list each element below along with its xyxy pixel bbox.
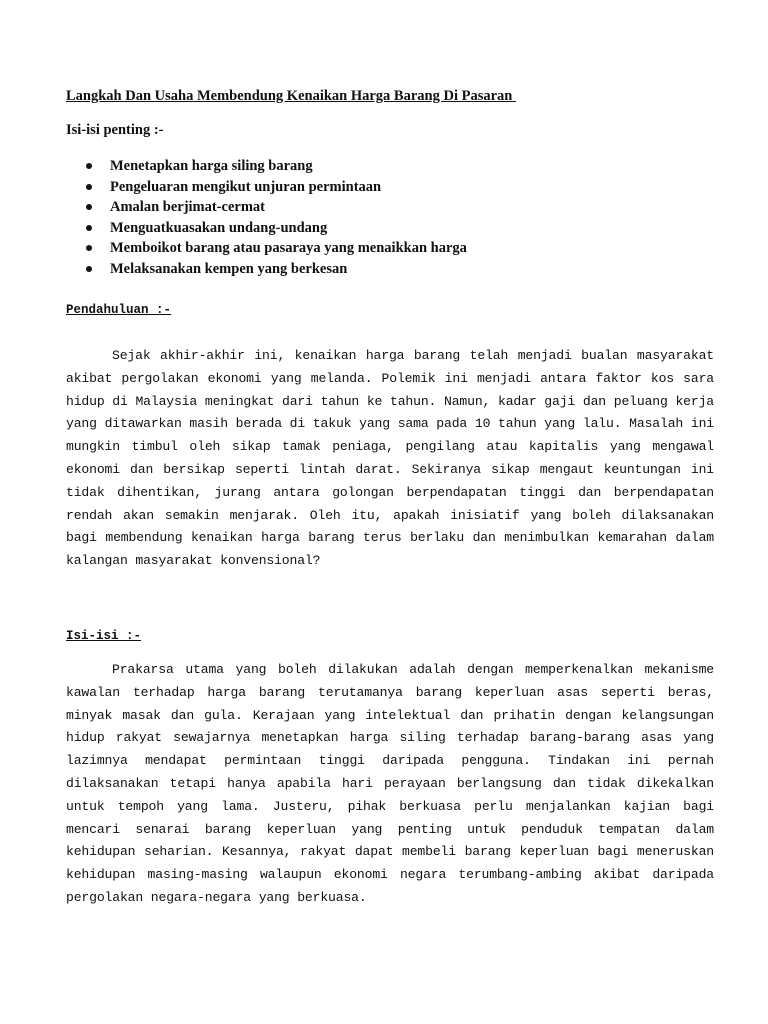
bullet-icon: [86, 204, 92, 210]
bullet-icon: [86, 184, 92, 190]
list-item: [82, 156, 467, 177]
list-item-text: Menetapkan harga siling barang: [110, 158, 313, 174]
bullet-icon: [86, 245, 92, 251]
list-item: [82, 259, 467, 280]
bullet-icon: [86, 225, 92, 231]
list-item: [82, 238, 467, 259]
list-item: [82, 177, 467, 198]
body-paragraph: Prakarsa utama yang boleh dilakukan adalah dengan memperkenalkan mekanisme kawalan terhadap harga barang terutamanya barang keperluan asas seperti beras, minyak masak dan gula. Kerajaan yang intelektual dan prihatin dengan kelangsungan hidup rakyat sewajarnya menetapkan harga siling terhadap barang-barang asas yang lazimnya mendapat permintaan tinggi daripada pengguna. Tindakan ini pernah dilaksanakan tetapi hanya apabila hari perayaan berlangsung dan tidak dikekalkan untuk tempoh yang lama. Justeru, pihak berkuasa perlu menjalankan kajian bagi mencari senarai barang keperluan yang penting untuk penduduk tempatan dalam kehidupan seharian. Kesannya, rakyat dapat membeli barang keperluan bagi meneruskan kehidupan masing-masing walaupun ekonomi negara terumbang-ambing akibat daripada pergolakan negara-negara yang berkuasa.: [66, 662, 714, 905]
list-item-text: Memboikot barang atau pasaraya yang menaikkan harga: [110, 240, 467, 257]
key-points-list: [82, 156, 467, 280]
list-item-text: Melaksanakan kempen yang berkesan: [110, 260, 348, 277]
bullet-icon: [86, 266, 92, 272]
list-item: [82, 218, 467, 239]
list-item: [82, 197, 467, 218]
key-points-heading: Isi-isi penting :-: [66, 122, 164, 138]
list-item-text: Pengeluaran mengikut unjuran permintaan: [110, 178, 382, 195]
body-heading: Isi-isi :-: [66, 629, 142, 643]
list-item-text: Amalan berjimat-cermat: [110, 199, 266, 216]
intro-paragraph: Sejak akhir-akhir ini, kenaikan harga barang telah menjadi bualan masyarakat akibat pergolakan ekonomi yang melanda. Polemik ini menjadi antara faktor kos sara hidup di Malaysia meningkat dari tahun ke tahun. Namun, kadar gaji dan peluang kerja yang ditawarkan masih berada di takuk yang sama pada 10 tahun yang lalu. Masalah ini mungkin timbul oleh sikap tamak peniaga, pengilang atau kapitalis yang mengawal ekonomi dan bersikap seperti lintah darat. Sekiranya sikap mengaut keuntungan ini tidak dihentikan, jurang antara golongan berpendapatan tinggi dan berpendapatan rendah akan semakin menjarak. Oleh itu, apakah inisiatif yang boleh dilaksanakan bagi membendung kenaikan harga barang terus berlaku dan menimbulkan kemarahan dalam kalangan masyarakat konvensional?: [66, 348, 714, 569]
list-item-text: Menguatkuasakan undang-undang: [110, 219, 328, 236]
bullet-icon: [86, 163, 92, 169]
intro-heading: Pendahuluan :-: [66, 303, 172, 317]
document-title: Langkah Dan Usaha Membendung Kenaikan Harga Barang Di Pasaran: [66, 88, 516, 104]
